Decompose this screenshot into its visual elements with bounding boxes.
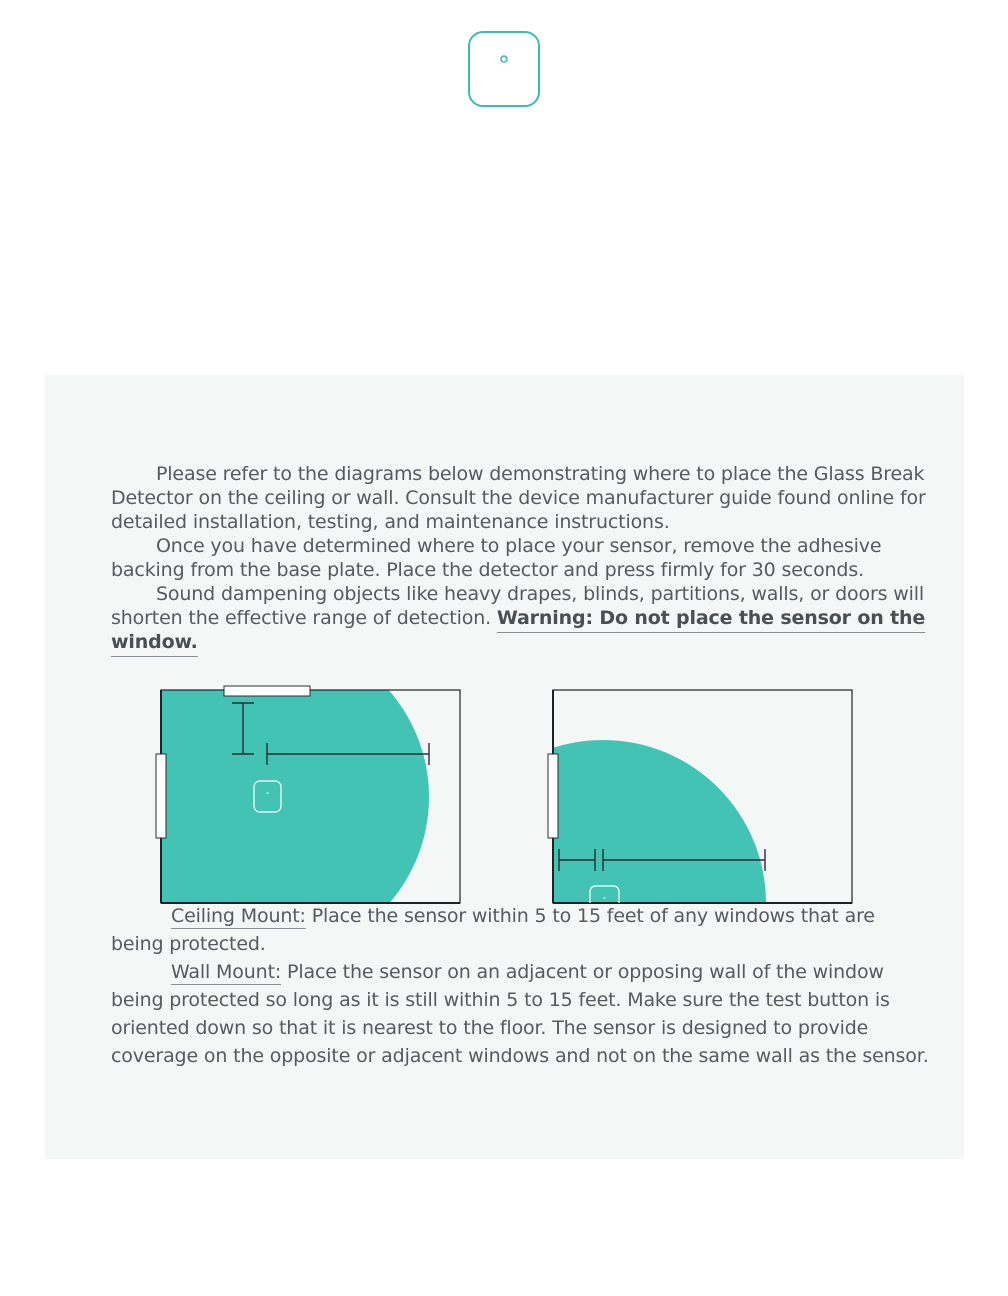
intro-paragraph-1: Please refer to the diagrams below demonstrating where to place the Glass Break Detector on the ceiling or wall. Consult the device manufacturer guide found online for detailed installation, testing, and maintenance instructions. xyxy=(111,463,926,533)
ceiling-mount-label: Ceiling Mount: xyxy=(171,905,306,927)
wall-mount-paragraph: Wall Mount: Place the sensor on an adjacent or opposing wall of the window being protected so long as it is still within 5 to 15 feet. Make sure the test button is oriented down so that it is nearest to the floor. The sensor is designed to provide coverage on the opposite or adjacent windows and not on the same wall as the sensor. xyxy=(111,961,929,1067)
wall-mount-diagram xyxy=(542,684,862,906)
warning-text: Warning: Do not place the sensor on the window. xyxy=(111,607,926,653)
window-left xyxy=(548,754,558,838)
wall-mount-label: Wall Mount: xyxy=(171,961,282,983)
ceiling-mount-paragraph: Ceiling Mount: Place the sensor within 5 to 15 feet of any windows that are being protected. xyxy=(111,905,875,955)
window-left xyxy=(156,754,166,838)
glass-break-detector-icon xyxy=(468,31,540,107)
intro-paragraph-3: Sound dampening objects like heavy drapes, blinds, partitions, walls, or doors will shorten the effective range of detection. Warning: Do not place the sensor on the window. xyxy=(111,583,926,653)
window-top xyxy=(224,686,310,696)
ceiling-mount-diagram xyxy=(150,684,470,906)
intro-paragraph-2: Once you have determined where to place your sensor, remove the adhesive backing from the base plate. Place the detector and press firmly for 30 seconds. xyxy=(111,535,882,581)
